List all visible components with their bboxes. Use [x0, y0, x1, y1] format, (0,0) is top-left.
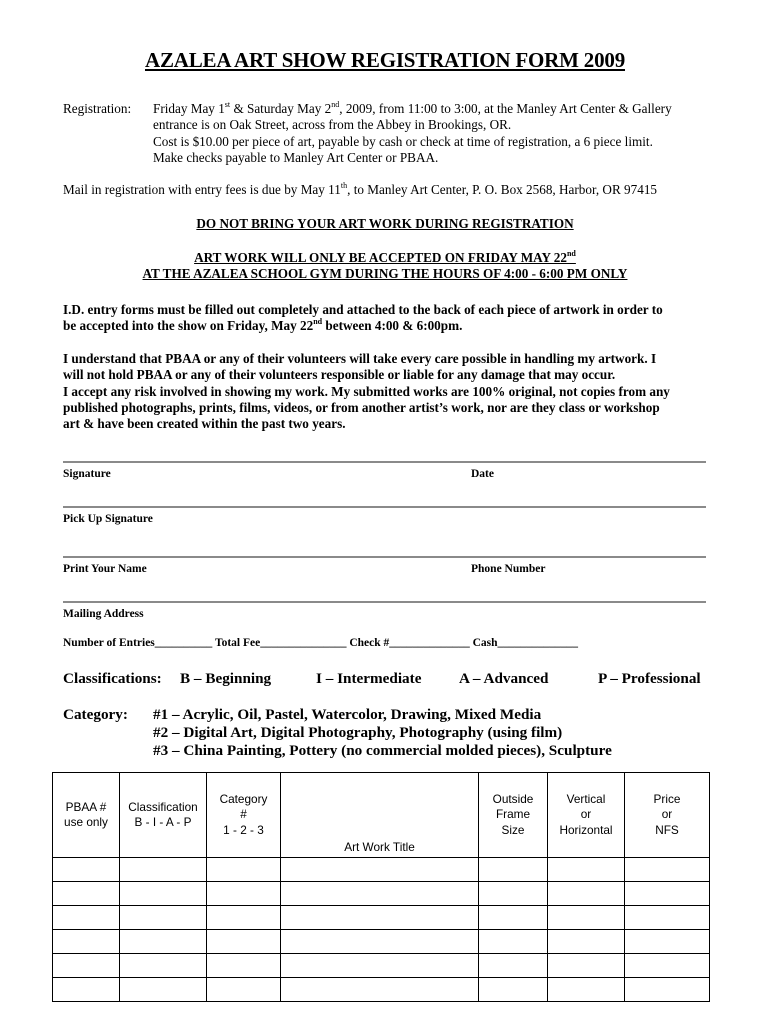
- orientation-cell[interactable]: [548, 978, 625, 1002]
- classification-cell[interactable]: [120, 978, 207, 1002]
- pbaa-number-cell[interactable]: [53, 954, 120, 978]
- classification-beginning: B – Beginning: [180, 670, 272, 687]
- category-cell[interactable]: [207, 906, 281, 930]
- art-work-title-cell[interactable]: [281, 954, 479, 978]
- table-row: [53, 882, 710, 906]
- id-forms-instructions: I.D. entry forms must be filled out completely and attached to the back of each piece of artwork in order to be accepted into the show on Friday, May 22nd between 4:00 & 6:00pm.: [63, 302, 663, 334]
- price-cell[interactable]: [625, 906, 710, 930]
- mailing-address-label: Mailing Address: [63, 608, 144, 620]
- orientation-cell[interactable]: [548, 882, 625, 906]
- table-body: [53, 858, 710, 1002]
- category-item: #2 – Digital Art, Digital Photography, Photography (using film): [153, 724, 563, 741]
- price-cell[interactable]: [625, 882, 710, 906]
- classifications-label: Classifications:: [63, 670, 162, 687]
- pbaa-number-cell[interactable]: [53, 930, 120, 954]
- registration-line-4: Make checks payable to Manley Art Center or PBAA.: [153, 149, 439, 165]
- classification-cell[interactable]: [120, 858, 207, 882]
- category-cell[interactable]: [207, 882, 281, 906]
- header-outside-frame-size: Outside Frame Size: [479, 773, 548, 858]
- art-work-title-cell[interactable]: [281, 978, 479, 1002]
- table-header-row: [53, 773, 710, 858]
- orientation-cell[interactable]: [548, 858, 625, 882]
- frame-size-cell[interactable]: [479, 858, 548, 882]
- art-work-title-cell[interactable]: [281, 882, 479, 906]
- frame-size-cell[interactable]: [479, 978, 548, 1002]
- pickup-signature-line[interactable]: [63, 506, 706, 508]
- acceptance-notice: ART WORK WILL ONLY BE ACCEPTED ON FRIDAY MAY 22nd AT THE AZALEA SCHOOL GYM DURING THE HOURS OF 4:00 - 6:00 PM ONLY: [142, 249, 628, 281]
- frame-size-cell[interactable]: [479, 930, 548, 954]
- pbaa-number-cell[interactable]: [53, 858, 120, 882]
- entries-fee-line[interactable]: Number of Entries__________ Total Fee_______________ Check #______________ Cash______________: [63, 637, 579, 649]
- mail-in-notice: Mail in registration with entry fees is due by May 11th, to Manley Art Center, P. O. Box 2568, Harbor, OR 97415: [63, 181, 658, 197]
- table-row: [53, 954, 710, 978]
- category-item: #3 – China Painting, Pottery (no commercial molded pieces), Sculpture: [153, 742, 612, 759]
- header-pbaa-number: PBAA # use only: [53, 773, 120, 858]
- category-list: [153, 706, 612, 760]
- price-cell[interactable]: [625, 858, 710, 882]
- print-name-label: Print Your Name: [63, 563, 147, 575]
- table-row: [53, 906, 710, 930]
- frame-size-cell[interactable]: [479, 954, 548, 978]
- signature-label: Signature: [63, 468, 111, 480]
- orientation-cell[interactable]: [548, 954, 625, 978]
- classification-intermediate: I – Intermediate: [316, 670, 422, 687]
- registration-details: [153, 101, 672, 166]
- table-row: [53, 858, 710, 882]
- date-label: Date: [471, 468, 494, 480]
- category-cell[interactable]: [207, 858, 281, 882]
- category-cell[interactable]: [207, 978, 281, 1002]
- classification-professional: P – Professional: [598, 670, 701, 687]
- orientation-cell[interactable]: [548, 906, 625, 930]
- header-classification: Classification B - I - A - P: [120, 773, 207, 858]
- price-cell[interactable]: [625, 954, 710, 978]
- category-item: #1 – Acrylic, Oil, Pastel, Watercolor, Drawing, Mixed Media: [153, 706, 542, 723]
- frame-size-cell[interactable]: [479, 882, 548, 906]
- registration-line-2: entrance is on Oak Street, across from the Abbey in Brookings, OR.: [153, 117, 512, 133]
- price-cell[interactable]: [625, 978, 710, 1002]
- pbaa-number-cell[interactable]: [53, 882, 120, 906]
- pbaa-number-cell[interactable]: [53, 978, 120, 1002]
- art-work-title-cell[interactable]: [281, 906, 479, 930]
- classification-advanced: A – Advanced: [459, 670, 549, 687]
- no-artwork-notice: DO NOT BRING YOUR ART WORK DURING REGISTRATION: [196, 216, 574, 231]
- header-price-or-nfs: Price or NFS: [625, 773, 710, 858]
- category-label: Category:: [63, 706, 128, 723]
- table-row: [53, 978, 710, 1002]
- classification-cell[interactable]: [120, 882, 207, 906]
- header-art-work-title: Art Work Title: [281, 773, 479, 858]
- frame-size-cell[interactable]: [479, 906, 548, 930]
- phone-number-label: Phone Number: [471, 563, 546, 575]
- classification-cell[interactable]: [120, 954, 207, 978]
- agreement-text: I understand that PBAA or any of their volunteers will take every care possible in handling my artwork. I will not hold PBAA or any of their volunteers responsible or liable for any damage that may occur. I accept any risk involved in showing my work. My submitted works are 100% original, not copies from any published photographs, prints, films, videos, or from another artist’s work, nor are they class or workshop art & have been created within the past two years.: [63, 351, 670, 432]
- pbaa-number-cell[interactable]: [53, 906, 120, 930]
- table-row: [53, 930, 710, 954]
- classification-cell[interactable]: [120, 906, 207, 930]
- registration-line-1: Friday May 1st & Saturday May 2nd, 2009, from 11:00 to 3:00, at the Manley Art Center & Gallery: [153, 100, 672, 116]
- category-cell[interactable]: [207, 930, 281, 954]
- classification-cell[interactable]: [120, 930, 207, 954]
- header-vertical-or-horizontal: Vertical or Horizontal: [548, 773, 625, 858]
- pickup-signature-label: Pick Up Signature: [63, 513, 153, 525]
- mailing-address-line[interactable]: [63, 601, 706, 603]
- artwork-entry-table: [52, 772, 710, 1002]
- art-work-title-cell[interactable]: [281, 930, 479, 954]
- price-cell[interactable]: [625, 930, 710, 954]
- registration-label: Registration:: [63, 101, 132, 116]
- header-category: Category # 1 - 2 - 3: [207, 773, 281, 858]
- name-line[interactable]: [63, 556, 706, 558]
- signature-line[interactable]: [63, 461, 706, 463]
- registration-line-3: Cost is $10.00 per piece of art, payable by cash or check at time of registration, a 6 piece limit.: [153, 133, 653, 149]
- art-work-title-cell[interactable]: [281, 858, 479, 882]
- orientation-cell[interactable]: [548, 930, 625, 954]
- form-title: AZALEA ART SHOW REGISTRATION FORM 2009: [144, 48, 625, 72]
- category-cell[interactable]: [207, 954, 281, 978]
